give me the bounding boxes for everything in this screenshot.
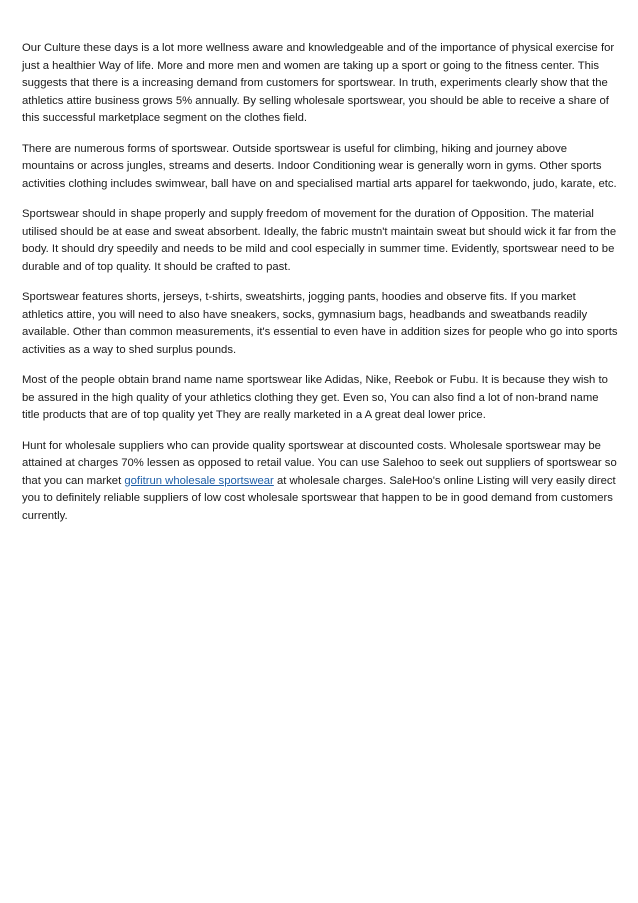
paragraph-5: Most of the people obtain brand name name sportswear like Adidas, Nike, Reebok or Fubu. It is because they wish to be assured in the high quality of your athletics clothing they get. Even so, You can also find a lot of non-brand name title products that are of top quality yet They are really marketed in a A great deal lower price.	[22, 374, 608, 421]
paragraph-4: Sportswear features shorts, jerseys, t-shirts, sweatshirts, jogging pants, hoodies and observe fits. If you market athletics attire, you will need to also have sneakers, socks, gymnasium bags, headbands and sweatbands readily available. Other than common measurements, it's essential to even have in addition sizes for people who go into sports activities as a way to shed surplus pounds.	[22, 291, 618, 356]
paragraph-6-text-after-link: at wholesale charges. SaleHoo's online Listing will very easily direct you to definitely reliable suppliers of low cost wholesale sportswear that happen to be in good demand from customers currently.	[22, 474, 616, 522]
document-body	[22, 40, 618, 538]
paragraph-2: There are numerous forms of sportswear. Outside sportswear is useful for climbing, hiking and journey above mountains or across jungles, streams and deserts. Indoor Conditioning wear is generally worn in gyms. Other sports activities clothing includes swimwear, ball have on and specialised martial arts apparel for taekwondo, judo, karate, etc.	[22, 142, 617, 190]
paragraph-3: Sportswear should in shape properly and supply freedom of movement for the duration of Opposition. The material utilised should be at ease and sweat absorbent. Ideally, the fabric mustn't maintain sweat but should wick it far from the body. It should dry speedily and needs to be mild and cool especially in summer time. Evidently, sportswear need to be durable and of top quality. It should be crafted to past.	[22, 208, 617, 273]
paragraph-1: Our Culture these days is a lot more wellness aware and knowledgeable and of the importance of physical exercise for just a healthier Way of life. More and more men and women are taking up a sport or going to the fitness center. This suggests that there is a increasing demand from customers for sportswear. In truth, experiments clearly show that the athletics attire business grows 5% annually. By selling wholesale sportswear, you should be able to receive a share of this successful marketplace segment on the clothes field.	[22, 42, 615, 124]
paragraph-6	[22, 438, 618, 526]
paragraph-6-text-before-link: Hunt for wholesale suppliers who can provide quality sportswear at discounted costs. Wholesale sportswear may be attained at charges 70% lessen as opposed to retail value. You can use Salehoo to seek out suppliers of sportswear so that you can market	[22, 439, 617, 487]
wholesale-sportswear-link[interactable]: gofitrun wholesale sportswear	[124, 474, 274, 487]
